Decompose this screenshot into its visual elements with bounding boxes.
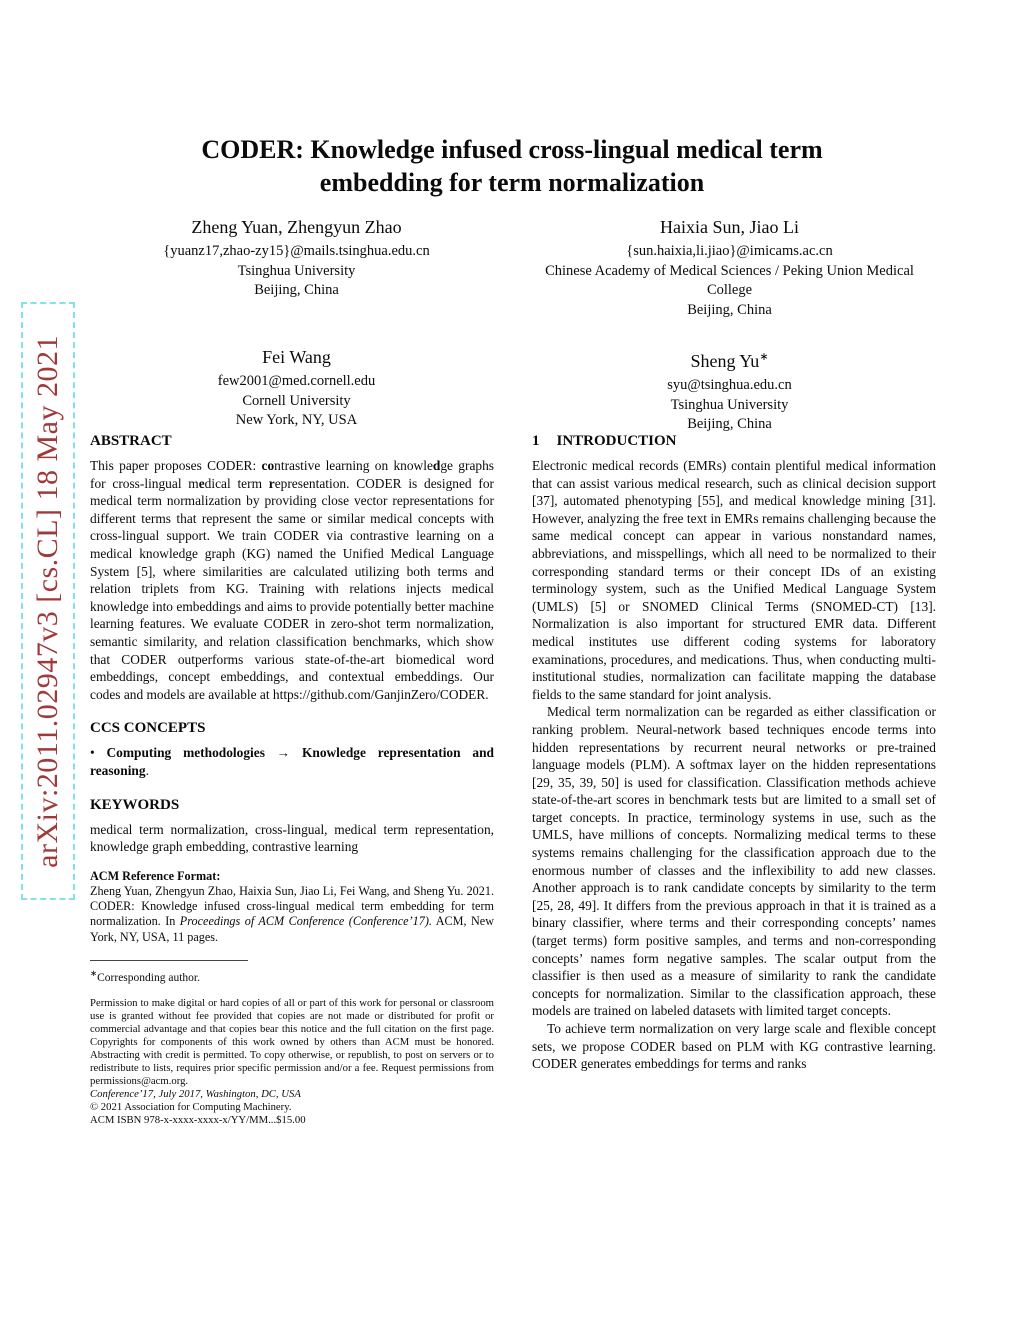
abstract-text: This paper proposes CODER: contrastive learning on knowledge graphs for cross-lingual medical term representation. CODER is designed for medical term normalization by providing close vector representations for different terms that represent the same or similar medical concepts with cross-lingual support. We train CODER via contrastive learning on a medical knowledge graph (KG) named the Unified Medical Language System [5], where similarities are calculated utilizing both terms and relation triplets from KG. Training with relations injects medical knowledge into embeddings and aims to provide potentially better machine learning features. We evaluate CODER in zero-shot term normalization, semantic similarity, and relation classification benchmarks, which show that CODER outperforms various state-of-the-art biomedical word embeddings, concept embeddings, and contextual embeddings. Our codes and models are available at https://github.com/GanjinZero/CODER.	[90, 458, 494, 702]
footnote-mark: ∗	[90, 967, 98, 978]
isbn-line: ACM ISBN 978-x-xxxx-xxxx-x/YY/MM...$15.00	[90, 1113, 306, 1126]
author-block-zheng-yuan	[90, 216, 503, 320]
author-name: Zheng Yuan, Zhengyun Zhao	[191, 217, 402, 237]
introduction-heading	[532, 432, 936, 450]
author-name	[523, 346, 936, 373]
acm-reference-text: Zheng Yuan, Zhengyun Zhao, Haixia Sun, Jiao Li, Fei Wang, and Sheng Yu. 2021. CODER: Knowledge infused cross-lingual medical term embedding for term normalization. In Proceedings of ACM Conference (Conference’17). ACM, New York, NY, USA, 11 pages.	[90, 883, 495, 944]
author-city: New York, NY, USA	[235, 412, 358, 428]
footnote-text: Corresponding author.	[97, 971, 200, 984]
permission-block	[90, 997, 494, 1127]
section-number: 1	[532, 433, 540, 449]
right-column	[532, 432, 936, 1073]
copyright-line: © 2021 Association for Computing Machinery.	[90, 1100, 292, 1113]
abstract-heading: ABSTRACT	[90, 433, 172, 449]
author-email: syu@tsinghua.edu.cn	[667, 377, 792, 393]
author-affiliation: Tsinghua University	[670, 396, 789, 413]
acm-reference-heading: ACM Reference Format:	[90, 868, 221, 883]
author-email: {yuanz17,zhao-zy15}@mails.tsinghua.edu.cn	[163, 243, 430, 259]
author-city: Beijing, China	[687, 301, 772, 318]
keywords-text: medical term normalization, cross-lingual, medical term representation, knowledge graph embedding, contrastive learning	[90, 821, 494, 855]
footnote-rule	[90, 960, 248, 961]
author-email: few2001@med.cornell.edu	[217, 373, 376, 389]
intro-paragraph-1: Electronic medical records (EMRs) contain plentiful medical information that can assist various medical research, such as clinical decision support [37], automated phenotyping [55], and medical knowledge mining [31]. However, analyzing the free text in EMRs remains challenging because the same medical concept can appear in various nonstandard names, abbreviations, and misspellings, which all need to be normalized to their corresponding standard terms or their concept IDs of an existing terminology system, such as the Unified Medical Language System (UMLS) [5] or SNOMED Clinical Terms (SNOMED-CT) [13]. Normalization is also important for structured EMR data. Different medical institutes use different coding systems for laboratory examinations, procedures, and medications. Thus, when conducting multi-institutional studies, normalization can facilitate mapping the database fields to the same standard for joint analysis.	[532, 458, 936, 702]
arxiv-label: arXiv:2011.02947v3 [cs.CL] 18 May 2021	[31, 334, 64, 868]
corresponding-author-mark: ∗	[759, 351, 769, 363]
intro-paragraph-2: Medical term normalization can be regarded as either classification or ranking problem. Neural-network based techniques encode terms into hidden representations by recurrent neural networks or pre-trained language models (PLM). A softmax layer on the hidden representations [29, 35, 39, 50] is used for classification. Classification methods achieve state-of-the-art scores in benchmark tests but are limited to a small set of target concepts. In practice, terminology systems in use, such as the UMLS, have millions of concepts. Normalizing medical terms to these systems remains challenging for the classification approach due to the enormous number of classes and the inflexibility to add new classes. Another approach is to rank candidate concepts by similarity to the term [25, 28, 49]. It differs from the previous approach in that it is trained as a binary classifier, where terms and their corresponding concepts’ names (target terms) form positive samples, and terms and non-corresponding concepts’ names form negative samples. The scalar output from the classifier is then used as a measure of similarity to rank the candidate concepts for normalization. Similar to the classification approach, these models are trained on labeled datasets with limited target concepts.	[532, 704, 936, 1019]
ccs-concepts-heading: CCS CONCEPTS	[90, 720, 206, 737]
corresponding-author-footnote	[90, 966, 494, 985]
author-affiliation: Cornell University	[242, 392, 351, 409]
github-link[interactable]: codes and models are available at https://github.com/GanjinZero/CODER.	[90, 686, 489, 702]
left-column	[90, 432, 494, 1127]
author-city: Beijing, China	[687, 416, 772, 432]
acm-reference-format	[90, 869, 494, 945]
author-block-haixia-sun	[523, 216, 936, 320]
permission-text: Permission to make digital or hard copies of all or part of this work for personal or classroom use is granted without fee provided that copies are not made or distributed for profit or commercial advantage and that copies bear this notice and the full citation on the first page. Copyrights for components of this work owned by others than ACM must be honored. Abstracting with credit is permitted. To copy otherwise, or republish, to post on servers or to redistribute to lists, requires prior specific permission and/or a fee. Request permissions from permissions@acm.org.	[90, 996, 494, 1087]
section-title: INTRODUCTION	[556, 433, 677, 449]
author-city: Beijing, China	[254, 282, 339, 298]
author-name: Fei Wang	[262, 347, 331, 367]
keywords-heading: KEYWORDS	[90, 796, 180, 813]
author-affiliation: Chinese Academy of Medical Sciences / Peking Union Medical College	[545, 262, 914, 298]
author-affiliation: Tsinghua University	[237, 262, 356, 279]
paper-title: CODER: Knowledge infused cross-lingual medical term embedding for term normalization	[201, 135, 823, 197]
author-name-text: Sheng Yu	[690, 351, 760, 371]
author-email: {sun.haixia,li.jiao}@imicams.ac.cn	[626, 243, 833, 259]
author-name: Haixia Sun, Jiao Li	[660, 217, 799, 237]
ccs-concepts-text: • Computing methodologies → Knowledge representation and reasoning.	[90, 745, 494, 778]
intro-paragraph-3: To achieve term normalization on very large scale and flexible concept sets, we propose CODER based on PLM with KG contrastive learning. CODER generates embeddings for terms and ranks	[532, 1021, 936, 1072]
author-block-fei-wang	[90, 346, 503, 435]
conference-line: Conference’17, July 2017, Washington, DC, USA	[90, 1087, 301, 1100]
author-block-sheng-yu	[523, 346, 936, 435]
author-list	[90, 216, 936, 435]
arxiv-watermark-box	[21, 302, 75, 900]
